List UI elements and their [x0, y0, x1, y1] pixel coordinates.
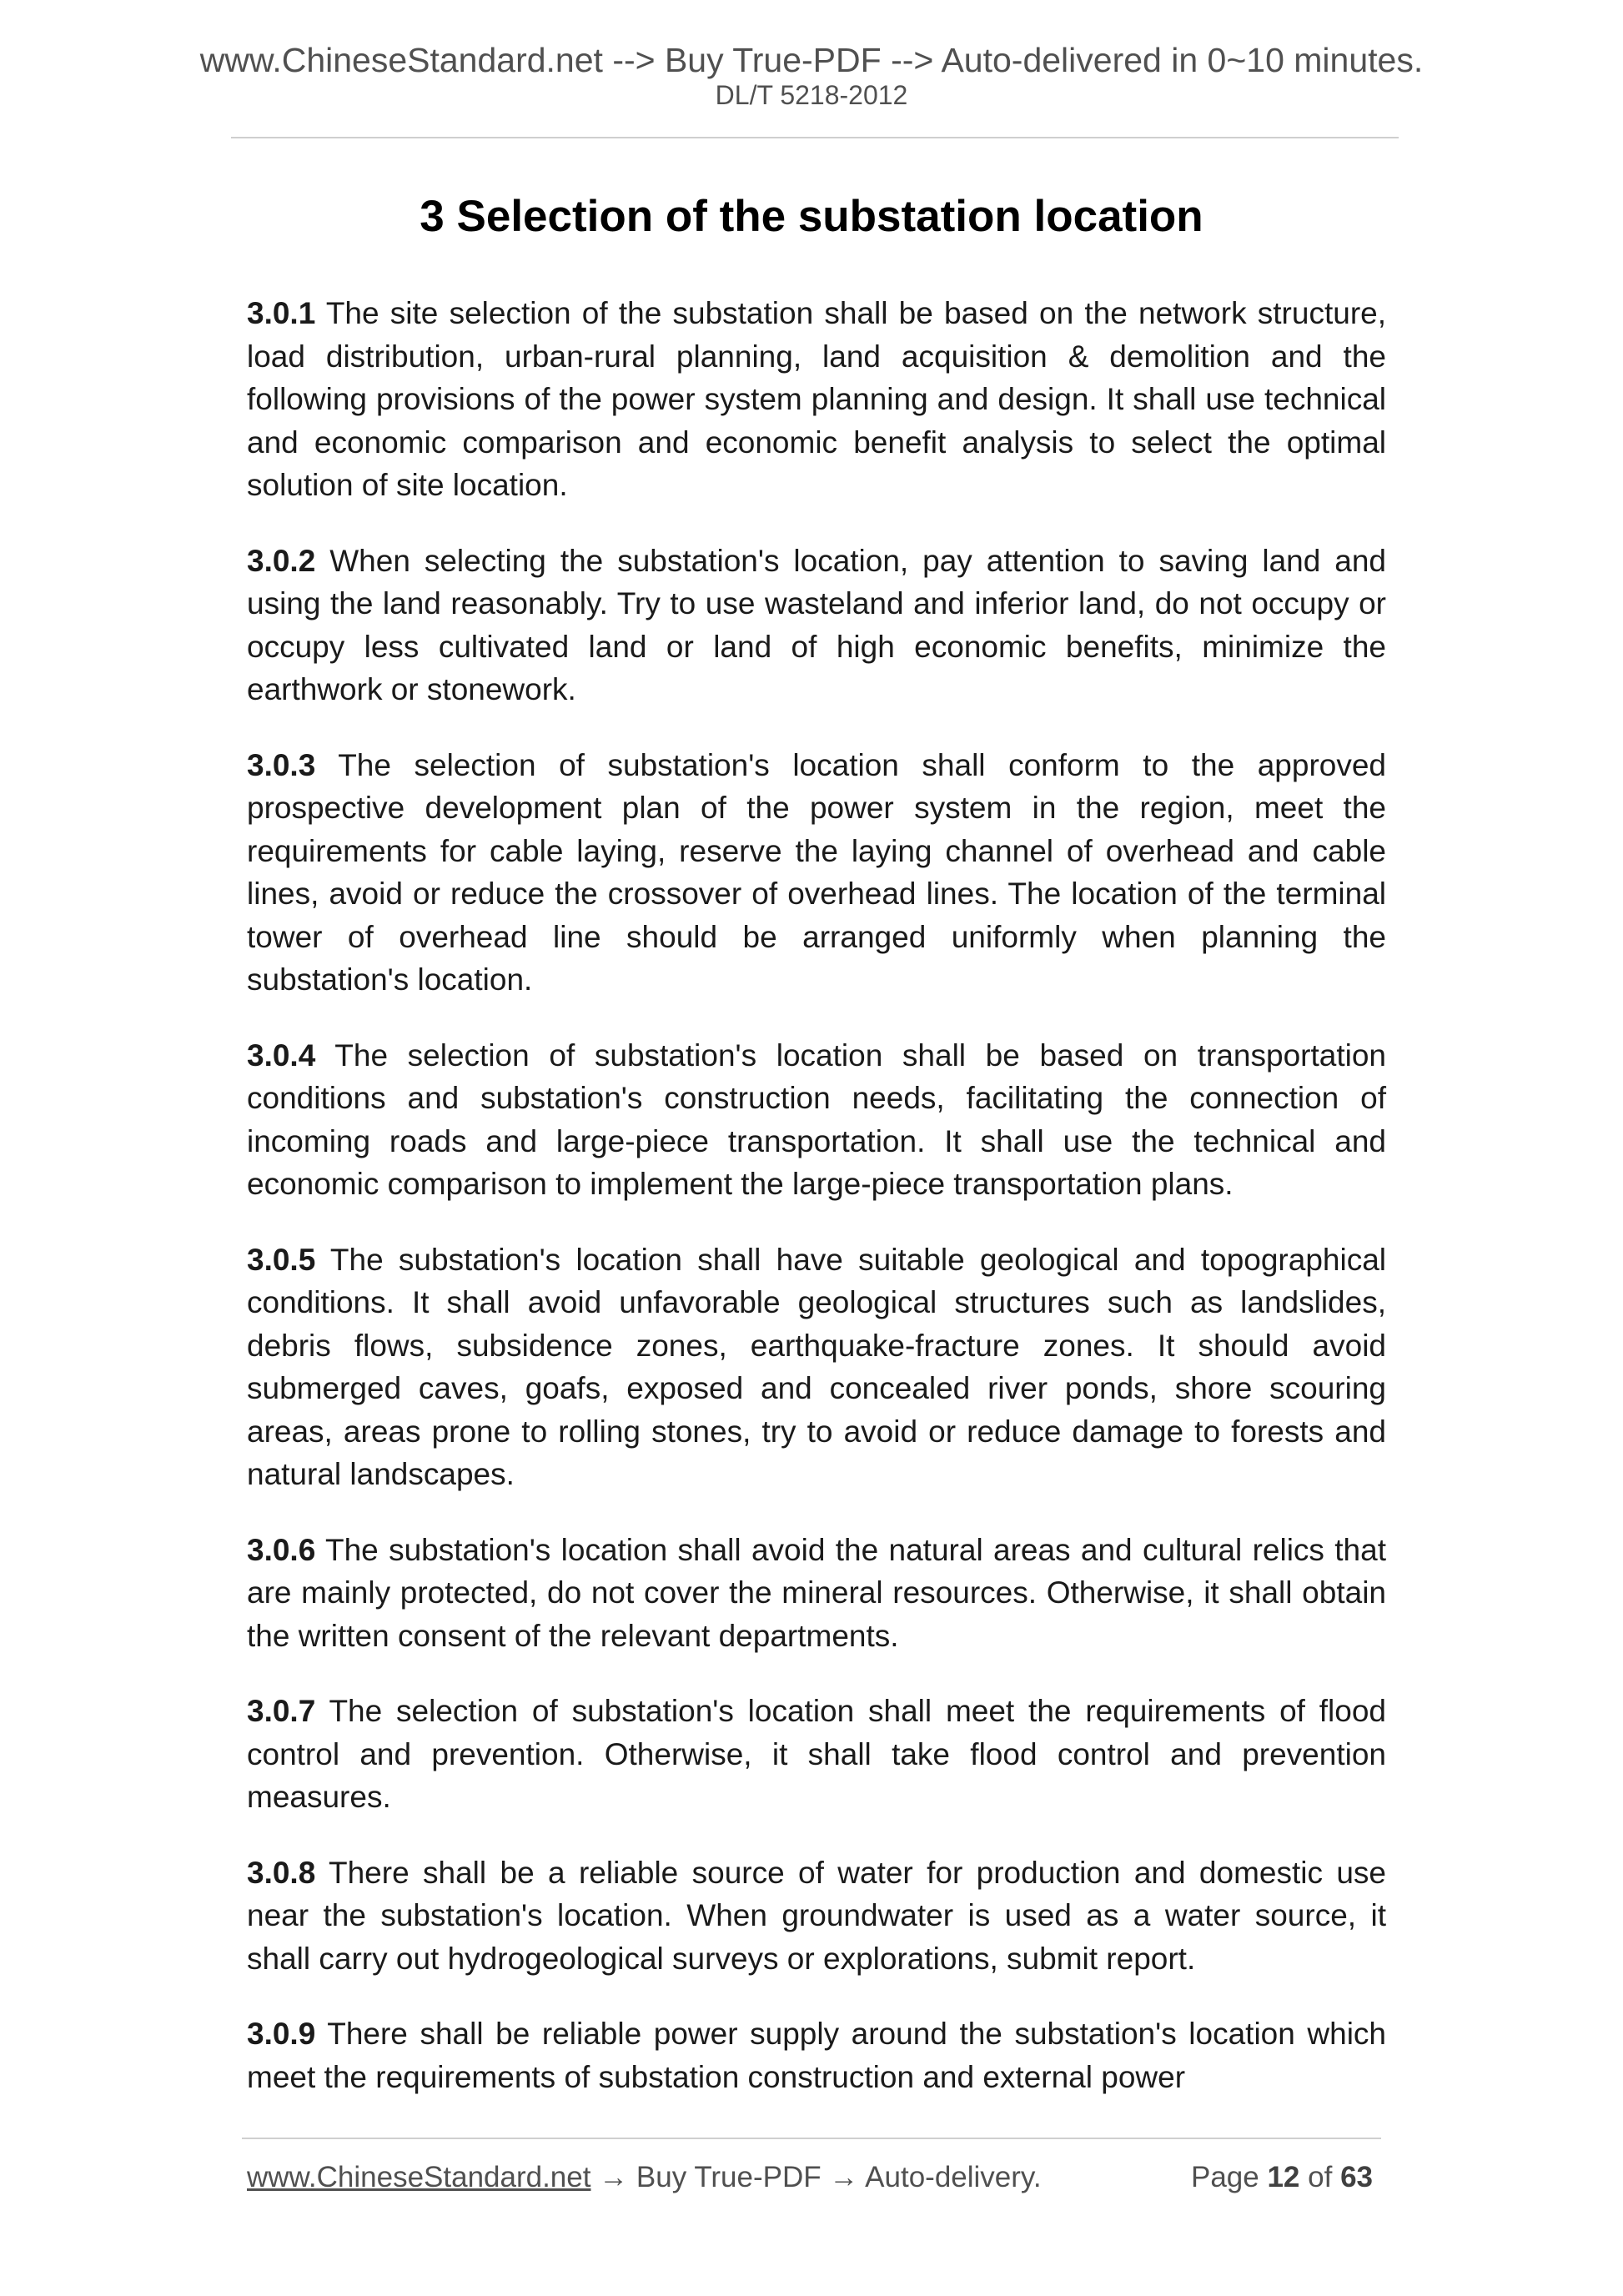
clause-text: When selecting the substation's location, pay attention to saving land and using the land reasonably. Try to use wasteland and inferior land, do not occupy or occupy less cultivated land or land of high economic benefits, minimize the earthwork or stonework. — [247, 543, 1386, 706]
clause-number: 3.0.2 — [247, 543, 316, 578]
clause-number: 3.0.3 — [247, 747, 316, 782]
clause-3-0-1 — [247, 292, 1386, 507]
page-indicator — [1191, 2160, 1373, 2195]
clause-list — [247, 292, 1386, 2131]
footer-divider — [242, 2138, 1381, 2139]
clause-3-0-7 — [247, 1690, 1386, 1819]
section-title: 3 Selection of the substation location — [420, 192, 1203, 241]
footer-tagline: → Buy True-PDF → Auto-delivery. — [590, 2161, 1042, 2193]
clause-number: 3.0.4 — [247, 1037, 316, 1073]
clause-text: The substation's location shall have suitable geological and topographical conditions. It shall avoid unfavorable geological structures such as landslides, debris flows, subsidence zones, earthquake-fracture zones. It should avoid submerged caves, goafs, exposed and concealed river ponds, shore scouring areas, areas prone to rolling stones, try to avoid or reduce damage to forests and natural landscapes. — [247, 1242, 1386, 1491]
page-total: 63 — [1340, 2161, 1373, 2193]
footer-site-link[interactable]: www.ChineseStandard.net — [247, 2161, 591, 2193]
clause-text: The selection of substation's location shall conform to the approved prospective development plan of the power system in the region, meet the requirements for cable laying, reserve the laying channel of overhead and cable lines, avoid or reduce the crossover of overhead lines. The location of the terminal tower of overhead line should be arranged uniformly when planning the substation's location. — [247, 747, 1386, 997]
clause-number: 3.0.8 — [247, 1855, 316, 1890]
clause-text: The selection of substation's location shall be based on transportation conditions and substation's construction needs, facilitating the connection of incoming roads and large-piece transportation. It shall use the technical and economic comparison to implement the large-piece transportation plans. — [247, 1037, 1386, 1201]
clause-text: There shall be a reliable source of water for production and domestic use near the substation's location. When groundwater is used as a water source, it shall carry out hydrogeological surveys or explorations, submit report. — [247, 1855, 1386, 1976]
clause-text: The site selection of the substation shall be based on the network structure, load distribution, urban-rural planning, land acquisition & demolition and the following provisions of the power system planning and design. It shall use technical and economic comparison and economic benefit analysis to select the optimal solution of site location. — [247, 296, 1386, 502]
clause-text: There shall be reliable power supply around the substation's location which meet the requirements of substation construction and external power — [247, 2017, 1386, 2094]
document-number: DL/T 5218-2012 — [715, 80, 908, 110]
source-banner: www.ChineseStandard.net --> Buy True-PDF --> Auto-delivered in 0~10 minutes. — [199, 41, 1424, 79]
clause-number: 3.0.9 — [247, 2017, 316, 2051]
clause-3-0-9 — [247, 2012, 1386, 2098]
clause-number: 3.0.7 — [247, 1694, 316, 1728]
clause-text: The substation's location shall avoid the natural areas and cultural relics that are mainly protected, do not cover the mineral resources. Otherwise, it shall obtain the written consent of the relevant departments. — [247, 1532, 1386, 1653]
clause-number: 3.0.5 — [247, 1242, 316, 1277]
clause-3-0-6 — [247, 1529, 1386, 1658]
clause-number: 3.0.6 — [247, 1532, 316, 1567]
clause-3-0-2 — [247, 540, 1386, 711]
clause-text: The selection of substation's location shall meet the requirements of flood control and prevention. Otherwise, it shall take flood control and prevention measures. — [247, 1694, 1386, 1814]
clause-3-0-8 — [247, 1851, 1386, 1981]
page-footer — [247, 2160, 1381, 2195]
header-divider — [231, 137, 1399, 138]
page-label: Page — [1190, 2161, 1259, 2193]
page-current: 12 — [1267, 2161, 1300, 2193]
clause-3-0-5 — [247, 1238, 1386, 1496]
page-of-label: of — [1308, 2161, 1333, 2193]
clause-3-0-4 — [247, 1034, 1386, 1206]
clause-3-0-3 — [247, 744, 1386, 1002]
clause-number: 3.0.1 — [247, 296, 316, 330]
